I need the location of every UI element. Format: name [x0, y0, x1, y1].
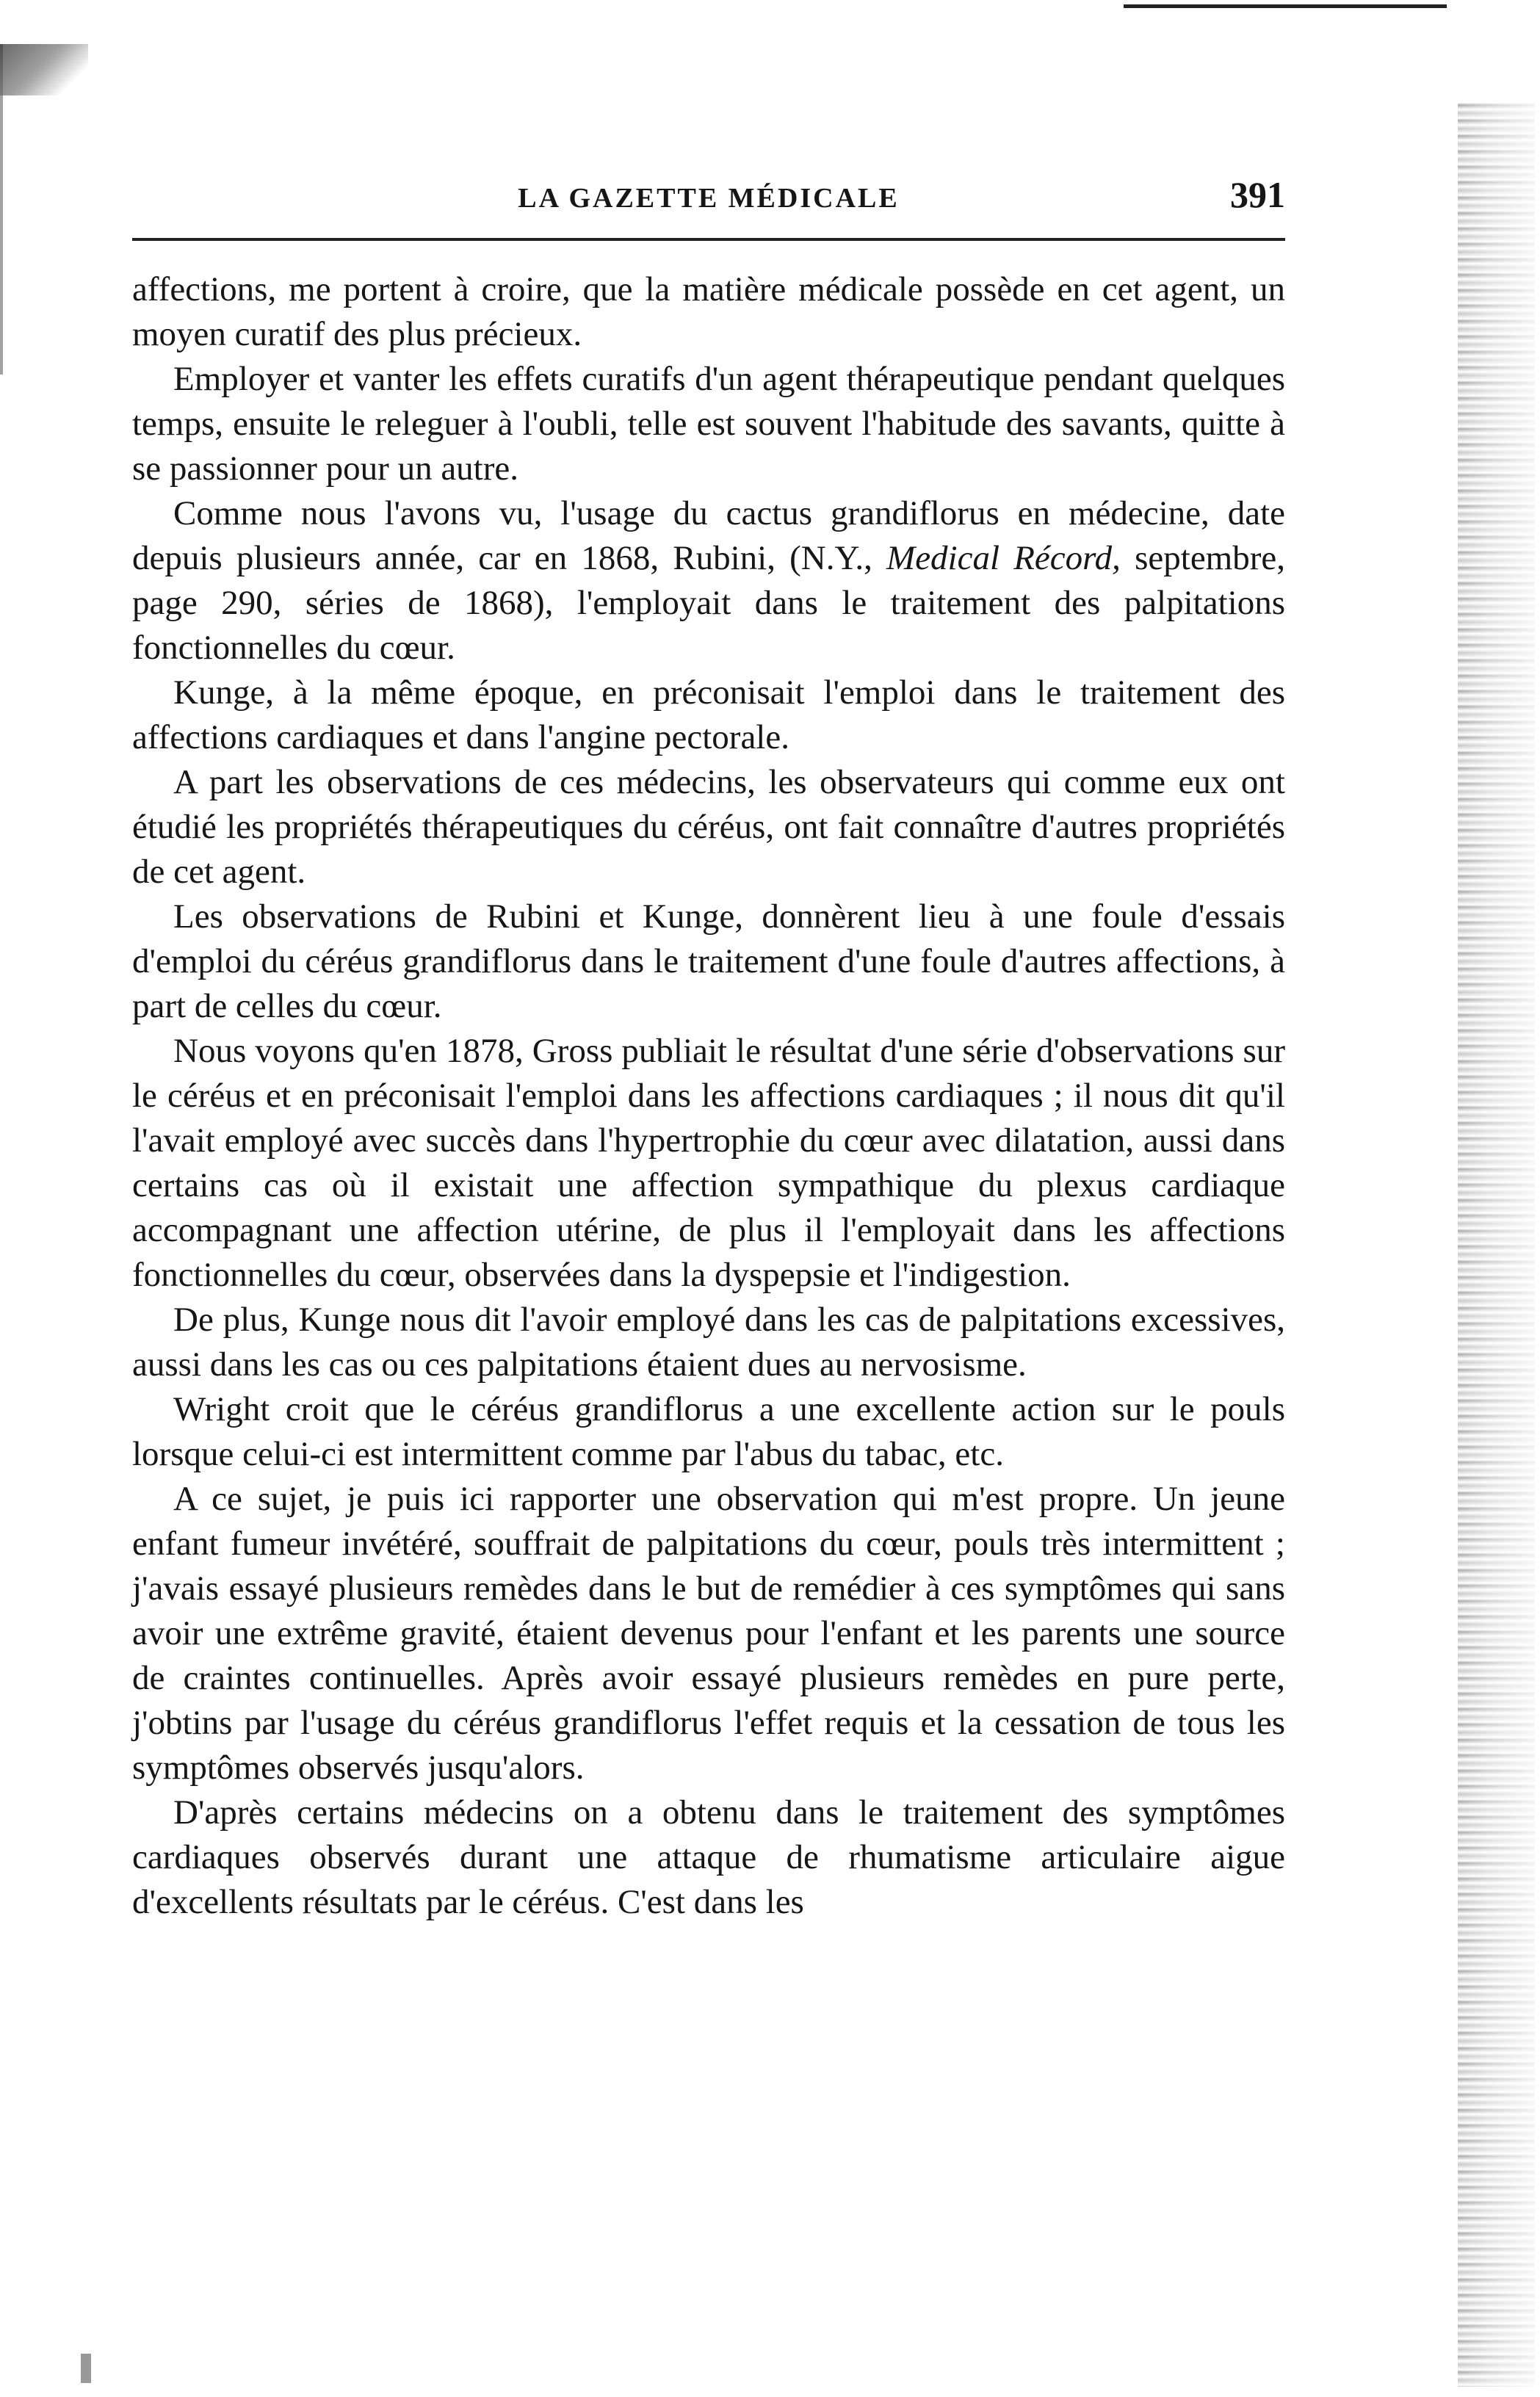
paragraph: De plus, Kunge nous dit l'avoir employé dans les cas de palpitations excessives, aussi dans les cas ou ces palpitations étaient dues au nervosisme. [132, 1301, 1285, 1384]
running-header [132, 169, 1285, 228]
paragraph: Kunge, à la même époque, en préconisait l'emploi dans le traitement des affections cardiaques et dans l'angine pectorale. [132, 673, 1285, 756]
running-title: LA GAZETTE MÉDICALE [518, 183, 900, 214]
header-rule [132, 238, 1285, 241]
scan-corner-shadow [0, 44, 88, 95]
body-text [132, 267, 1285, 1925]
paragraph: A part les observations de ces médecins, les observateurs qui comme eux ont étudié les propriétés thérapeutiques du céréus, ont fait connaître d'autres propriétés de cet agent. [132, 763, 1285, 891]
journal-title: Medical Récord, [886, 539, 1121, 577]
paragraph: A ce sujet, je puis ici rapporter une observation qui m'est propre. Un jeune enfant fumeur invétéré, souffrait de palpitations du cœur, pouls très intermittent ; j'avais essayé plusieurs remèdes dans le but de remédier à ces symptômes qui sans avoir une extrême gravité, étaient devenus pour l'enfant et les parents une source de craintes continuelles. Après avoir essayé plusieurs remèdes en pure perte, j'obtins par l'usage du céréus grandiflorus l'effet requis et la cessation de tous les symptômes observés jusqu'alors. [132, 1480, 1285, 1787]
paragraph-text: septembre, page 290, séries de 1868), l'employait dans le traitement des palpitations fonctionnelles du cœur. [132, 539, 1285, 667]
scan-top-rule [1124, 4, 1447, 8]
paragraph: Les observations de Rubini et Kunge, donnèrent lieu à une foule d'essais d'emploi du céréus grandiflorus dans le traitement d'une foule d'autres affections, à part de celles du cœur. [132, 897, 1285, 1025]
paragraph [132, 491, 1285, 670]
paragraph: affections, me portent à croire, que la matière médicale possède en cet agent, un moyen curatif des plus précieux. [132, 270, 1285, 353]
page-number: 391 [1230, 174, 1285, 215]
paragraph-text: Comme nous l'avons vu, l'usage du cactus grandiflorus en médecine, date depuis plusieurs année, car en 1868, Rubini, (N.Y., [132, 494, 1285, 577]
scan-edge-right [1458, 103, 1535, 2387]
paragraph: D'après certains médecins on a obtenu dans le traitement des symptômes cardiaques observés durant une attaque de rhumatisme articulaire aigue d'excellents résultats par le céréus. C'est dans les [132, 1793, 1285, 1921]
paragraph: Nous voyons qu'en 1878, Gross publiait le résultat d'une série d'observations sur le céréus et en préconisait l'emploi dans les affections cardiaques ; il nous dit qu'il l'avait employé avec succès dans l'hypertrophie du cœur avec dilatation, aussi dans certains cas où il existait une affection sympathique du plexus cardiaque accompagnant une affection utérine, de plus il l'employait dans les affections fonctionnelles du cœur, observées dans la dyspepsie et l'indigestion. [132, 1032, 1285, 1294]
scan-mark-bottom-left [81, 2354, 91, 2383]
document-page [132, 169, 1285, 1925]
paragraph: Wright croit que le céréus grandiflorus a une excellente action sur le pouls lorsque celui-ci est intermittent comme par l'abus du tabac, etc. [132, 1390, 1285, 1473]
paragraph: Employer et vanter les effets curatifs d'un agent thérapeutique pendant quelques temps, ensuite le releguer à l'oubli, telle est souvent l'habitude des savants, quitte à se passionner pour un autre. [132, 360, 1285, 488]
